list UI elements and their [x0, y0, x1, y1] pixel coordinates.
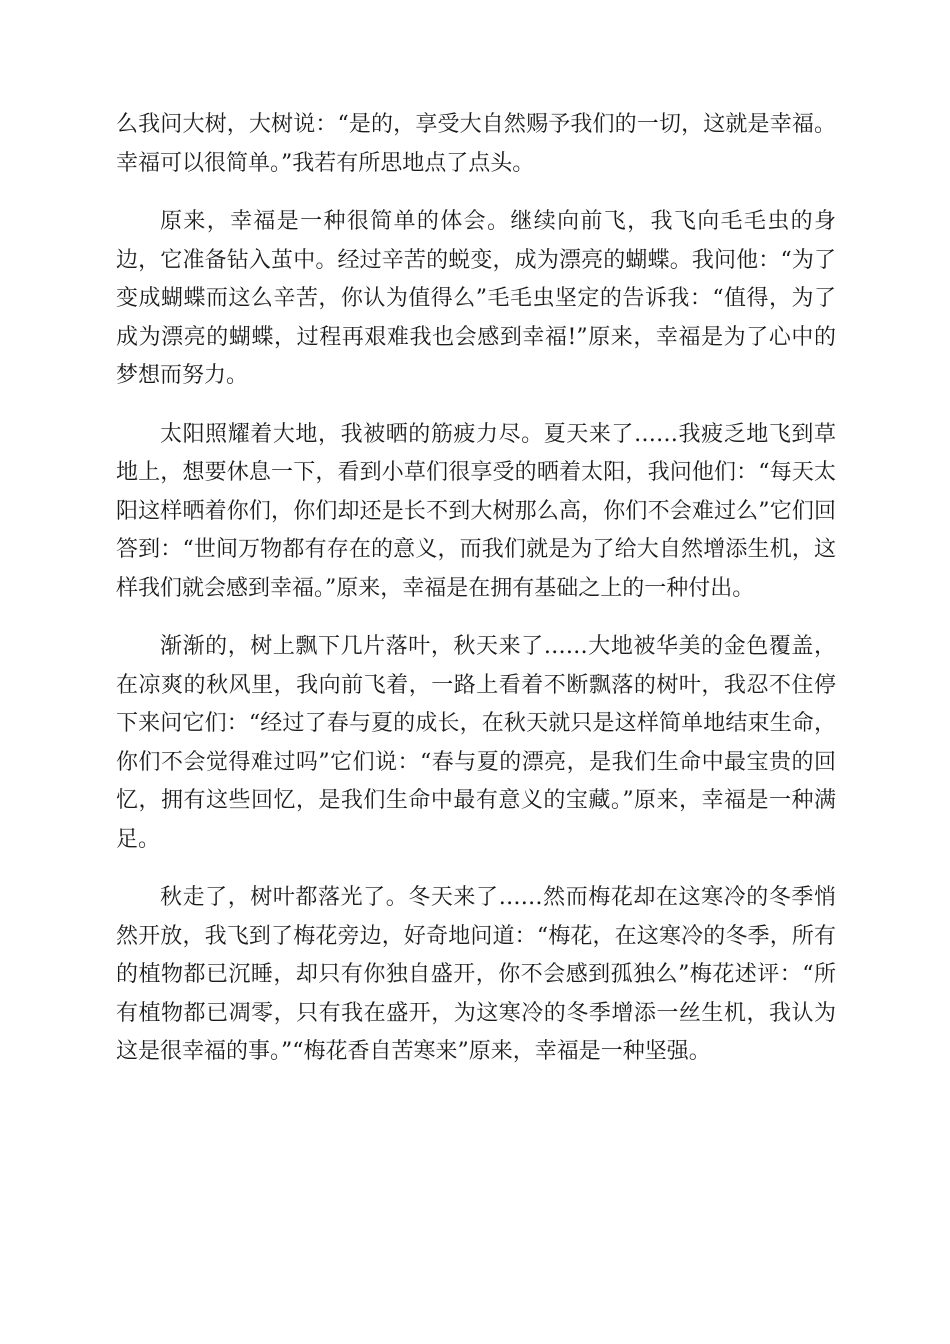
- paragraph-4: 渐渐的，树上飘下几片落叶，秋天来了……大地被华美的金色覆盖，在凉爽的秋风里，我向前飞着，一路上看着不断飘落的树叶，我忍不住停下来问它们：“经过了春与夏的成长，在秋天就只是这样简单地结束生命，你们不会觉得难过吗”它们说：“春与夏的漂亮，是我们生命中最宝贵的回忆，拥有这些回忆，是我们生命中最有意义的宝藏。”原来，幸福是一种满足。: [116, 634, 836, 852]
- document-body: [116, 106, 836, 1092]
- paragraph-2: 原来，幸福是一种很简单的体会。继续向前飞，我飞向毛毛虫的身边，它准备钻入茧中。经过辛苦的蜕变，成为漂亮的蝴蝶。我问他：“为了变成蝴蝶而这么辛苦，你认为值得么”毛毛虫坚定的告诉我：“值得，为了成为漂亮的蝴蝶，过程再艰难我也会感到幸福!”原来，幸福是为了心中的梦想而努力。: [116, 209, 836, 388]
- paragraph-3: 太阳照耀着大地，我被晒的筋疲力尽。夏天来了……我疲乏地飞到草地上，想要休息一下，看到小草们很享受的晒着太阳，我问他们：“每天太阳这样晒着你们，你们却还是长不到大树那么高，你们不会难过么”它们回答到：“世间万物都有存在的意义，而我们就是为了给大自然增添生机，这样我们就会感到幸福。”原来，幸福是在拥有基础之上的一种付出。: [116, 421, 836, 601]
- paragraph-1: 么我问大树，大树说：“是的，享受大自然赐予我们的一切，这就是幸福。幸福可以很简单。”我若有所思地点了点头。: [116, 112, 836, 176]
- paragraph-5: 秋走了，树叶都落光了。冬天来了……然而梅花却在这寒冷的冬季悄然开放，我飞到了梅花旁边，好奇地问道：“梅花，在这寒冷的冬季，所有的植物都已沉睡，却只有你独自盛开，你不会感到孤独么”梅花述评：“所有植物都已凋零，只有我在盛开，为这寒冷的冬季增添一丝生机，我认为这是很幸福的事。”“梅花香自苦寒来”原来，幸福是一种坚强。: [116, 885, 836, 1064]
